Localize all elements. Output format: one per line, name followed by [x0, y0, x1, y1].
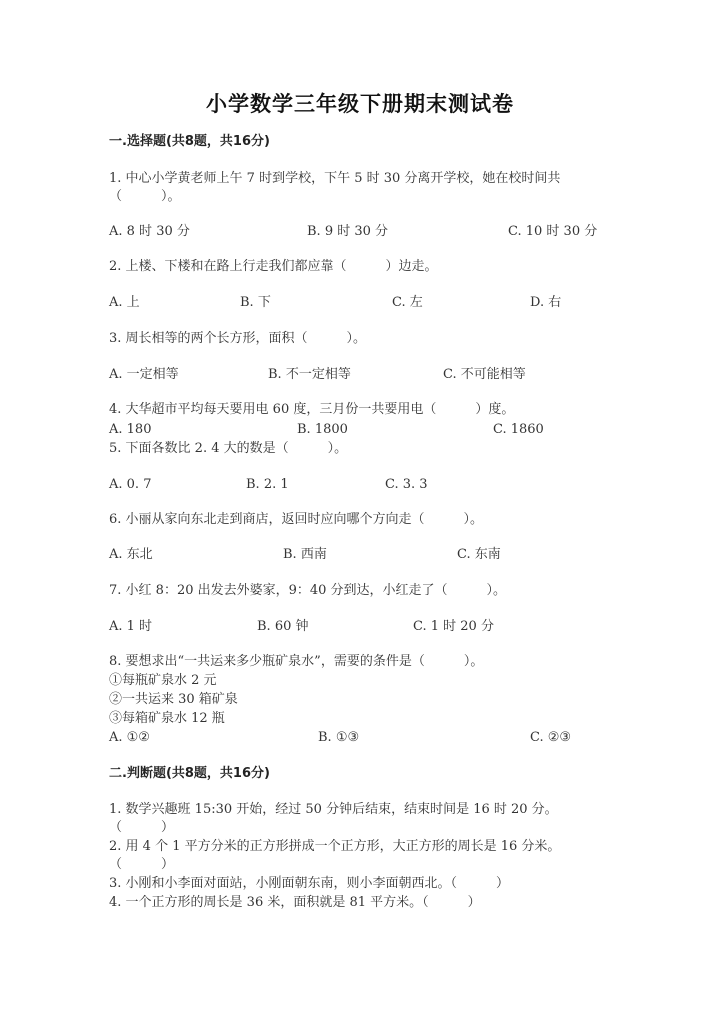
condition: ②一共运来 30 箱矿泉: [109, 692, 238, 707]
option: C. 不可能相等: [443, 367, 526, 382]
question-text: 1. 数学兴趣班 15:30 开始，经过 50 分钟后结束，结束时间是 16 时 20 分。: [109, 802, 558, 817]
option: B. ①③: [318, 730, 360, 745]
option: C. 左: [392, 295, 423, 310]
option: B. 下: [240, 295, 271, 310]
option: A. 一定相等: [109, 367, 179, 382]
option: B. 1800: [297, 422, 348, 437]
question-text: 5. 下面各数比 2. 4 大的数是（ ）。: [109, 441, 348, 456]
answer-blank: （ ）。: [109, 189, 181, 204]
option: B. 不一定相等: [268, 367, 351, 382]
option: C. 1 时 20 分: [413, 619, 494, 634]
option: A. 8 时 30 分: [109, 224, 190, 239]
page-title: 小学数学三年级下册期末测试卷: [206, 91, 514, 116]
question-text: 1. 中心小学黄老师上午 7 时到学校，下午 5 时 30 分离开学校，她在校时间共: [109, 171, 561, 186]
section-heading: 一.选择题(共8题，共16分): [109, 134, 270, 149]
question-text: 2. 用 4 个 1 平方分米的正方形拼成一个正方形，大正方形的周长是 16 分米。: [109, 839, 561, 854]
condition: ③每箱矿泉水 12 瓶: [109, 711, 225, 726]
question-text: 2. 上楼、下楼和在路上行走我们都应靠（ ）边走。: [109, 259, 438, 274]
question-text: 3. 小刚和小李面对面站，小刚面朝东南，则小李面朝西北。（ ）: [109, 876, 510, 891]
option: B. 2. 1: [246, 477, 289, 492]
question-text: 3. 周长相等的两个长方形，面积（ ）。: [109, 331, 367, 346]
option: A. 1 时: [109, 619, 153, 634]
question-text: 4. 大华超市平均每天要用电 60 度，三月份一共要用电（ ）度。: [109, 402, 515, 417]
option: D. 右: [530, 295, 562, 310]
section-heading: 二.判断题(共8题，共16分): [109, 766, 270, 781]
condition: ①每瓶矿泉水 2 元: [109, 673, 217, 688]
option: A. 180: [109, 422, 152, 437]
answer-blank: （ ）: [109, 857, 175, 872]
option: C. 1860: [493, 422, 544, 437]
question-text: 4. 一个正方形的周长是 36 米，面积就是 81 平方米。（ ）: [109, 895, 481, 910]
answer-blank: （ ）: [109, 820, 175, 835]
option: B. 西南: [283, 547, 327, 562]
question-text: 6. 小丽从家向东北走到商店，返回时应向哪个方向走（ ）。: [109, 512, 484, 527]
option: B. 9 时 30 分: [307, 224, 389, 239]
option: C. 3. 3: [385, 477, 428, 492]
option: C. 东南: [457, 547, 501, 562]
option: C. ②③: [530, 730, 572, 745]
option: A. 东北: [109, 547, 153, 562]
option: B. 60 钟: [257, 619, 309, 634]
option: A. 上: [109, 295, 140, 310]
option: A. 0. 7: [109, 477, 152, 492]
question-text: 7. 小红 8：20 出发去外婆家，9：40 分到达，小红走了（ ）。: [109, 583, 507, 598]
option: C. 10 时 30 分: [508, 224, 598, 239]
option: A. ①②: [109, 730, 150, 745]
question-text: 8. 要想求出“一共运来多少瓶矿泉水”，需要的条件是（ ）。: [109, 654, 484, 669]
